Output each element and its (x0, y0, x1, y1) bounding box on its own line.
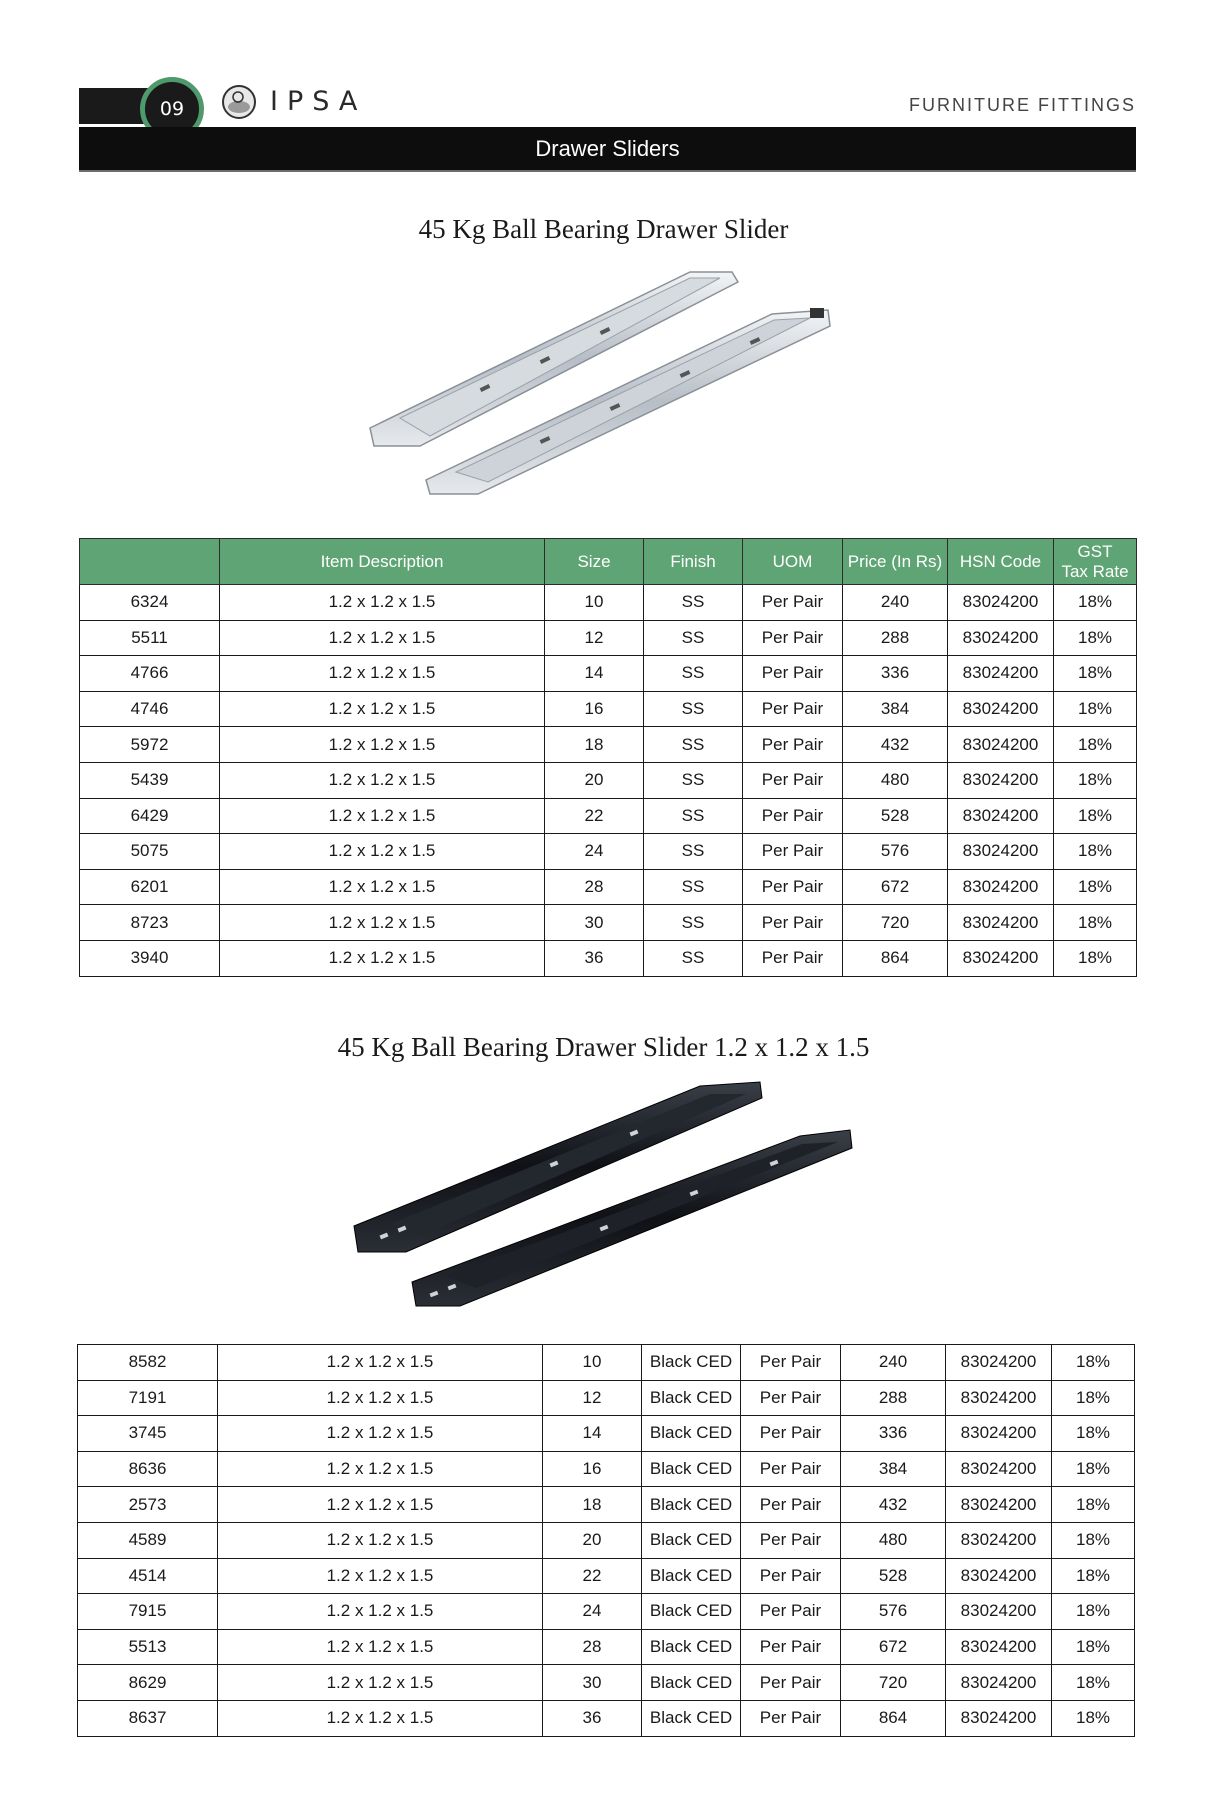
cell-finish: Black CED (642, 1451, 741, 1487)
cell-price: 576 (841, 1594, 946, 1630)
cell-gst-rate: 18% (1054, 762, 1137, 798)
table-row (80, 656, 1137, 692)
cell-item-description: 1.2 x 1.2 x 1.5 (220, 691, 545, 727)
cell-item-description: 1.2 x 1.2 x 1.5 (220, 762, 545, 798)
table-row (78, 1522, 1135, 1558)
cell-uom: Per Pair (741, 1700, 841, 1736)
cell-uom: Per Pair (743, 585, 843, 621)
cell-item-description: 1.2 x 1.2 x 1.5 (220, 620, 545, 656)
cell-item-description: 1.2 x 1.2 x 1.5 (218, 1700, 543, 1736)
cell-size: 18 (543, 1487, 642, 1523)
cell-item-description: 1.2 x 1.2 x 1.5 (218, 1629, 543, 1665)
table-row (80, 585, 1137, 621)
cell-uom: Per Pair (741, 1629, 841, 1665)
cell-item-description: 1.2 x 1.2 x 1.5 (218, 1594, 543, 1630)
cell-gst-rate: 18% (1052, 1345, 1135, 1381)
cell-hsn-code: 83024200 (948, 691, 1054, 727)
cell-finish: SS (644, 834, 743, 870)
cell-hsn-code: 83024200 (948, 656, 1054, 692)
table-row (78, 1451, 1135, 1487)
cell-gst-rate: 18% (1054, 656, 1137, 692)
cell-price: 672 (843, 869, 948, 905)
cell-uom: Per Pair (741, 1665, 841, 1701)
col-header-size: Size (545, 539, 644, 585)
cell-hsn-code: 83024200 (946, 1380, 1052, 1416)
cell-hsn-code: 83024200 (948, 762, 1054, 798)
cell-item-code: 5972 (80, 727, 220, 763)
cell-item-description: 1.2 x 1.2 x 1.5 (218, 1380, 543, 1416)
cell-size: 20 (543, 1522, 642, 1558)
table-row (80, 940, 1137, 976)
cell-price: 480 (843, 762, 948, 798)
cell-price: 576 (843, 834, 948, 870)
cell-gst-rate: 18% (1054, 940, 1137, 976)
cell-item-code: 2573 (78, 1487, 218, 1523)
cell-size: 16 (545, 691, 644, 727)
table-row (80, 727, 1137, 763)
cell-uom: Per Pair (741, 1558, 841, 1594)
cell-finish: SS (644, 727, 743, 763)
cell-item-description: 1.2 x 1.2 x 1.5 (220, 727, 545, 763)
cell-price: 864 (843, 940, 948, 976)
cell-finish: SS (644, 905, 743, 941)
table-row (80, 691, 1137, 727)
cell-item-code: 6324 (80, 585, 220, 621)
cell-gst-rate: 18% (1052, 1522, 1135, 1558)
section-title-bar (79, 127, 1136, 172)
cell-hsn-code: 83024200 (948, 585, 1054, 621)
cell-finish: Black CED (642, 1700, 741, 1736)
cell-item-code: 8629 (78, 1665, 218, 1701)
cell-uom: Per Pair (743, 691, 843, 727)
cell-finish: Black CED (642, 1380, 741, 1416)
cell-item-code: 5439 (80, 762, 220, 798)
cell-size: 12 (545, 620, 644, 656)
cell-finish: SS (644, 620, 743, 656)
table-header-row (80, 539, 1137, 585)
cell-hsn-code: 83024200 (946, 1522, 1052, 1558)
table-row (78, 1380, 1135, 1416)
cell-price: 432 (843, 727, 948, 763)
table-row (78, 1665, 1135, 1701)
cell-hsn-code: 83024200 (948, 905, 1054, 941)
cell-size: 16 (543, 1451, 642, 1487)
cell-finish: Black CED (642, 1345, 741, 1381)
cell-gst-rate: 18% (1054, 727, 1137, 763)
table-row (80, 620, 1137, 656)
table-row (78, 1416, 1135, 1452)
cell-uom: Per Pair (743, 798, 843, 834)
cell-finish: SS (644, 940, 743, 976)
cell-finish: Black CED (642, 1416, 741, 1452)
category-label: FURNITURE FITTINGS (909, 95, 1136, 115)
cell-size: 30 (545, 905, 644, 941)
cell-hsn-code: 83024200 (946, 1594, 1052, 1630)
cell-size: 22 (545, 798, 644, 834)
cell-hsn-code: 83024200 (948, 834, 1054, 870)
cell-item-description: 1.2 x 1.2 x 1.5 (218, 1416, 543, 1452)
cell-gst-rate: 18% (1054, 905, 1137, 941)
cell-item-description: 1.2 x 1.2 x 1.5 (220, 656, 545, 692)
table-row (80, 869, 1137, 905)
cell-item-code: 8582 (78, 1345, 218, 1381)
table-row (80, 834, 1137, 870)
table-row (78, 1487, 1135, 1523)
cell-price: 240 (843, 585, 948, 621)
cell-item-code: 3745 (78, 1416, 218, 1452)
cell-finish: SS (644, 585, 743, 621)
cell-item-code: 7915 (78, 1594, 218, 1630)
col-header-price: Price (In Rs) (843, 539, 948, 585)
table-row (78, 1558, 1135, 1594)
cell-size: 12 (543, 1380, 642, 1416)
cell-item-description: 1.2 x 1.2 x 1.5 (218, 1558, 543, 1594)
cell-price: 720 (841, 1665, 946, 1701)
table-row (80, 762, 1137, 798)
cell-hsn-code: 83024200 (948, 940, 1054, 976)
cell-price: 288 (843, 620, 948, 656)
cell-hsn-code: 83024200 (948, 869, 1054, 905)
cell-gst-rate: 18% (1052, 1416, 1135, 1452)
cell-gst-rate: 18% (1054, 834, 1137, 870)
cell-gst-rate: 18% (1054, 620, 1137, 656)
silver-drawer-slider-image (360, 268, 840, 498)
cell-item-description: 1.2 x 1.2 x 1.5 (218, 1665, 543, 1701)
cell-finish: Black CED (642, 1665, 741, 1701)
tax-rate-label: Tax Rate (1061, 561, 1129, 581)
cell-hsn-code: 83024200 (946, 1487, 1052, 1523)
cell-finish: Black CED (642, 1629, 741, 1665)
cell-gst-rate: 18% (1052, 1594, 1135, 1630)
col-header-finish: Finish (644, 539, 743, 585)
cell-item-description: 1.2 x 1.2 x 1.5 (220, 940, 545, 976)
cell-price: 720 (843, 905, 948, 941)
cell-item-code: 7191 (78, 1380, 218, 1416)
cell-gst-rate: 18% (1052, 1380, 1135, 1416)
cell-item-description: 1.2 x 1.2 x 1.5 (220, 585, 545, 621)
cell-price: 528 (843, 798, 948, 834)
cell-size: 18 (545, 727, 644, 763)
cell-uom: Per Pair (743, 620, 843, 656)
cell-finish: SS (644, 691, 743, 727)
cell-item-description: 1.2 x 1.2 x 1.5 (220, 798, 545, 834)
cell-item-code: 3940 (80, 940, 220, 976)
table-row (78, 1594, 1135, 1630)
cell-finish: Black CED (642, 1522, 741, 1558)
cell-size: 24 (543, 1594, 642, 1630)
cell-hsn-code: 83024200 (946, 1665, 1052, 1701)
cell-hsn-code: 83024200 (948, 620, 1054, 656)
cell-size: 36 (543, 1700, 642, 1736)
product-title-2: 45 Kg Ball Bearing Drawer Slider 1.2 x 1.2 x 1.5 (337, 1032, 870, 1062)
cell-size: 22 (543, 1558, 642, 1594)
cell-item-description: 1.2 x 1.2 x 1.5 (218, 1451, 543, 1487)
cell-gst-rate: 18% (1054, 869, 1137, 905)
cell-gst-rate: 18% (1054, 691, 1137, 727)
product-table-2 (77, 1344, 1135, 1737)
section-title: Drawer Sliders (535, 135, 680, 161)
cell-hsn-code: 83024200 (946, 1451, 1052, 1487)
cell-price: 528 (841, 1558, 946, 1594)
cell-uom: Per Pair (741, 1345, 841, 1381)
cell-item-code: 5075 (80, 834, 220, 870)
cell-uom: Per Pair (741, 1594, 841, 1630)
cell-item-code: 6201 (80, 869, 220, 905)
cell-price: 384 (843, 691, 948, 727)
cell-price: 432 (841, 1487, 946, 1523)
cell-item-code: 4514 (78, 1558, 218, 1594)
cell-item-code: 8637 (78, 1700, 218, 1736)
cell-item-code: 5511 (80, 620, 220, 656)
black-drawer-slider-image (350, 1076, 870, 1316)
col-header-gst (1054, 539, 1137, 585)
cell-price: 288 (841, 1380, 946, 1416)
cell-gst-rate: 18% (1052, 1629, 1135, 1665)
cell-price: 864 (841, 1700, 946, 1736)
table-row (78, 1700, 1135, 1736)
cell-uom: Per Pair (741, 1487, 841, 1523)
cell-item-code: 8636 (78, 1451, 218, 1487)
cell-gst-rate: 18% (1052, 1451, 1135, 1487)
cell-size: 14 (543, 1416, 642, 1452)
page-number: 09 (159, 98, 185, 120)
cell-uom: Per Pair (743, 656, 843, 692)
table-body-2 (78, 1345, 1135, 1737)
col-header-hsn: HSN Code (948, 539, 1054, 585)
cell-uom: Per Pair (743, 762, 843, 798)
cell-price: 480 (841, 1522, 946, 1558)
cell-uom: Per Pair (741, 1416, 841, 1452)
cell-item-description: 1.2 x 1.2 x 1.5 (220, 834, 545, 870)
cell-hsn-code: 83024200 (946, 1345, 1052, 1381)
cell-item-code: 4766 (80, 656, 220, 692)
cell-uom: Per Pair (743, 940, 843, 976)
cell-gst-rate: 18% (1052, 1665, 1135, 1701)
col-header-code (80, 539, 220, 585)
product-table-1 (79, 538, 1137, 977)
cell-price: 336 (843, 656, 948, 692)
table-row (80, 905, 1137, 941)
col-header-description: Item Description (220, 539, 545, 585)
cell-gst-rate: 18% (1052, 1558, 1135, 1594)
cell-gst-rate: 18% (1054, 798, 1137, 834)
cell-uom: Per Pair (743, 727, 843, 763)
brand-name: IPSA (270, 86, 367, 117)
cell-finish: Black CED (642, 1558, 741, 1594)
cell-hsn-code: 83024200 (946, 1629, 1052, 1665)
cell-size: 20 (545, 762, 644, 798)
cell-size: 14 (545, 656, 644, 692)
cell-hsn-code: 83024200 (946, 1700, 1052, 1736)
cell-price: 336 (841, 1416, 946, 1452)
cell-finish: Black CED (642, 1487, 741, 1523)
cell-size: 10 (545, 585, 644, 621)
product-title-1: 45 Kg Ball Bearing Drawer Slider (418, 214, 789, 244)
cell-uom: Per Pair (741, 1451, 841, 1487)
cell-uom: Per Pair (743, 905, 843, 941)
cell-item-code: 8723 (80, 905, 220, 941)
cell-item-description: 1.2 x 1.2 x 1.5 (218, 1487, 543, 1523)
cell-size: 28 (543, 1629, 642, 1665)
cell-gst-rate: 18% (1052, 1700, 1135, 1736)
cell-size: 24 (545, 834, 644, 870)
cell-size: 28 (545, 869, 644, 905)
cell-hsn-code: 83024200 (946, 1558, 1052, 1594)
cell-item-description: 1.2 x 1.2 x 1.5 (218, 1345, 543, 1381)
cell-item-description: 1.2 x 1.2 x 1.5 (220, 869, 545, 905)
cell-uom: Per Pair (743, 869, 843, 905)
page-tab (79, 88, 149, 124)
cell-size: 10 (543, 1345, 642, 1381)
cell-price: 240 (841, 1345, 946, 1381)
cell-price: 384 (841, 1451, 946, 1487)
cell-uom: Per Pair (741, 1522, 841, 1558)
cell-hsn-code: 83024200 (948, 727, 1054, 763)
cell-item-description: 1.2 x 1.2 x 1.5 (218, 1522, 543, 1558)
cell-gst-rate: 18% (1054, 585, 1137, 621)
cell-finish: SS (644, 762, 743, 798)
cell-size: 36 (545, 940, 644, 976)
col-header-uom: UOM (743, 539, 843, 585)
cell-item-code: 6429 (80, 798, 220, 834)
cell-uom: Per Pair (743, 834, 843, 870)
table-row (80, 798, 1137, 834)
table-row (78, 1629, 1135, 1665)
table-body-1 (80, 585, 1137, 977)
cell-hsn-code: 83024200 (946, 1416, 1052, 1452)
cell-finish: SS (644, 798, 743, 834)
cell-item-description: 1.2 x 1.2 x 1.5 (220, 905, 545, 941)
cell-item-code: 4746 (80, 691, 220, 727)
cell-gst-rate: 18% (1052, 1487, 1135, 1523)
cell-item-code: 5513 (78, 1629, 218, 1665)
cell-finish: Black CED (642, 1594, 741, 1630)
table-row (78, 1345, 1135, 1381)
cell-uom: Per Pair (741, 1380, 841, 1416)
cell-size: 30 (543, 1665, 642, 1701)
cell-finish: SS (644, 869, 743, 905)
ipsa-logo-icon (221, 84, 257, 120)
cell-hsn-code: 83024200 (948, 798, 1054, 834)
cell-item-code: 4589 (78, 1522, 218, 1558)
cell-finish: SS (644, 656, 743, 692)
cell-price: 672 (841, 1629, 946, 1665)
gst-label: GST (1077, 541, 1113, 561)
